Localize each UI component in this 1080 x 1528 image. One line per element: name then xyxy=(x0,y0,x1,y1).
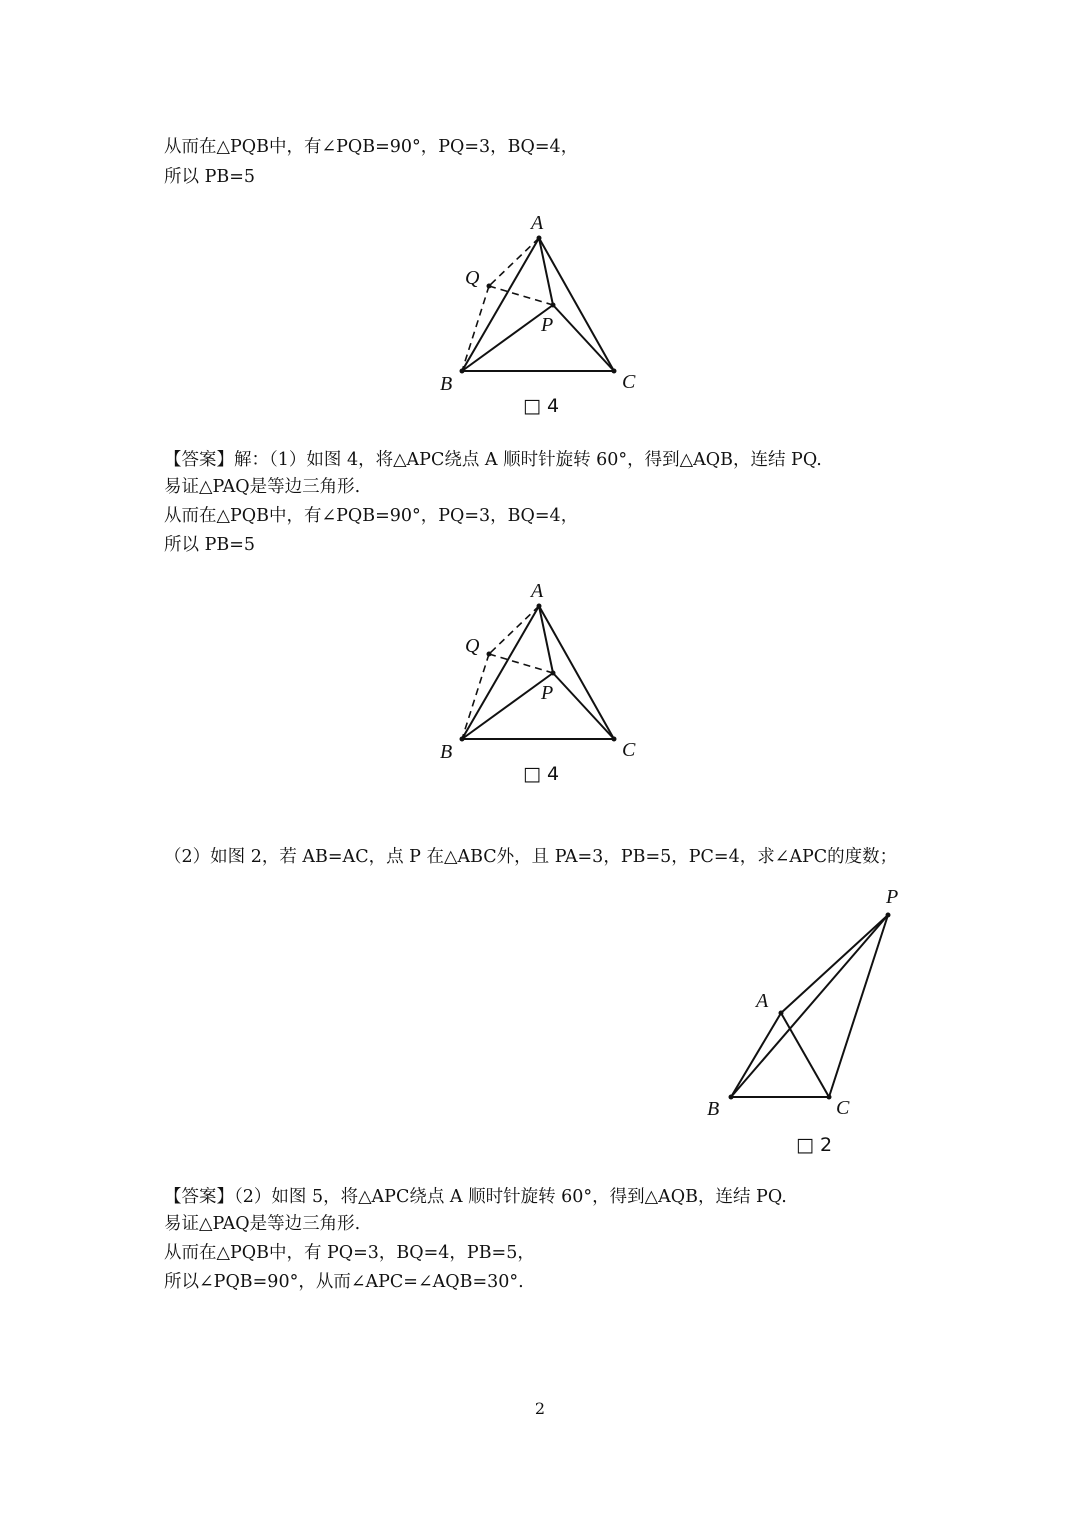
text-line: 易证△PAQ是等边三角形. xyxy=(164,1214,361,1234)
label-c: C xyxy=(622,371,636,393)
label-p: P xyxy=(886,886,899,908)
label-p: P xyxy=(541,314,554,336)
text-line: 从而在△PQB中，有 PQ=3，BQ=4，PB=5， xyxy=(164,1243,535,1263)
page-number: 2 xyxy=(534,1399,546,1418)
text-line: 【答案】（2）如图 5，将△APC绕点 A 顺时针旋转 60°，得到△AQB，连结 PQ. xyxy=(164,1187,787,1207)
figure-caption: □ 4 xyxy=(523,763,560,785)
label-b: B xyxy=(440,741,453,763)
text-line: 所以∠PQB=90°，从而∠APC=∠AQB=30°. xyxy=(164,1272,524,1292)
label-b: B xyxy=(707,1098,720,1120)
label-c: C xyxy=(836,1097,850,1119)
label-a: A xyxy=(756,990,769,1012)
text-line: 所以 PB=5 xyxy=(164,167,255,187)
label-a: A xyxy=(531,580,544,602)
figure-caption: □ 2 xyxy=(796,1134,833,1156)
label-b: B xyxy=(440,373,453,395)
text-line: 从而在△PQB中，有∠PQB=90°，PQ=3，BQ=4， xyxy=(164,137,579,157)
text-line: 【答案】解：（1）如图 4，将△APC绕点 A 顺时针旋转 60°，得到△AQB，连结 PQ. xyxy=(164,450,822,470)
label-q: Q xyxy=(465,635,480,657)
question-text: （2）如图 2，若 AB=AC，点 P 在△ABC外，且 PA=3，PB=5，PC=4，求∠APC的度数； xyxy=(164,847,898,867)
figure-caption: □ 4 xyxy=(523,395,560,417)
text-line: 从而在△PQB中，有∠PQB=90°，PQ=3，BQ=4， xyxy=(164,506,579,526)
label-p: P xyxy=(541,682,554,704)
text-line: 所以 PB=5 xyxy=(164,535,255,555)
label-c: C xyxy=(622,739,636,761)
label-a: A xyxy=(531,212,544,234)
text-line: 易证△PAQ是等边三角形. xyxy=(164,477,361,497)
label-q: Q xyxy=(465,267,480,289)
